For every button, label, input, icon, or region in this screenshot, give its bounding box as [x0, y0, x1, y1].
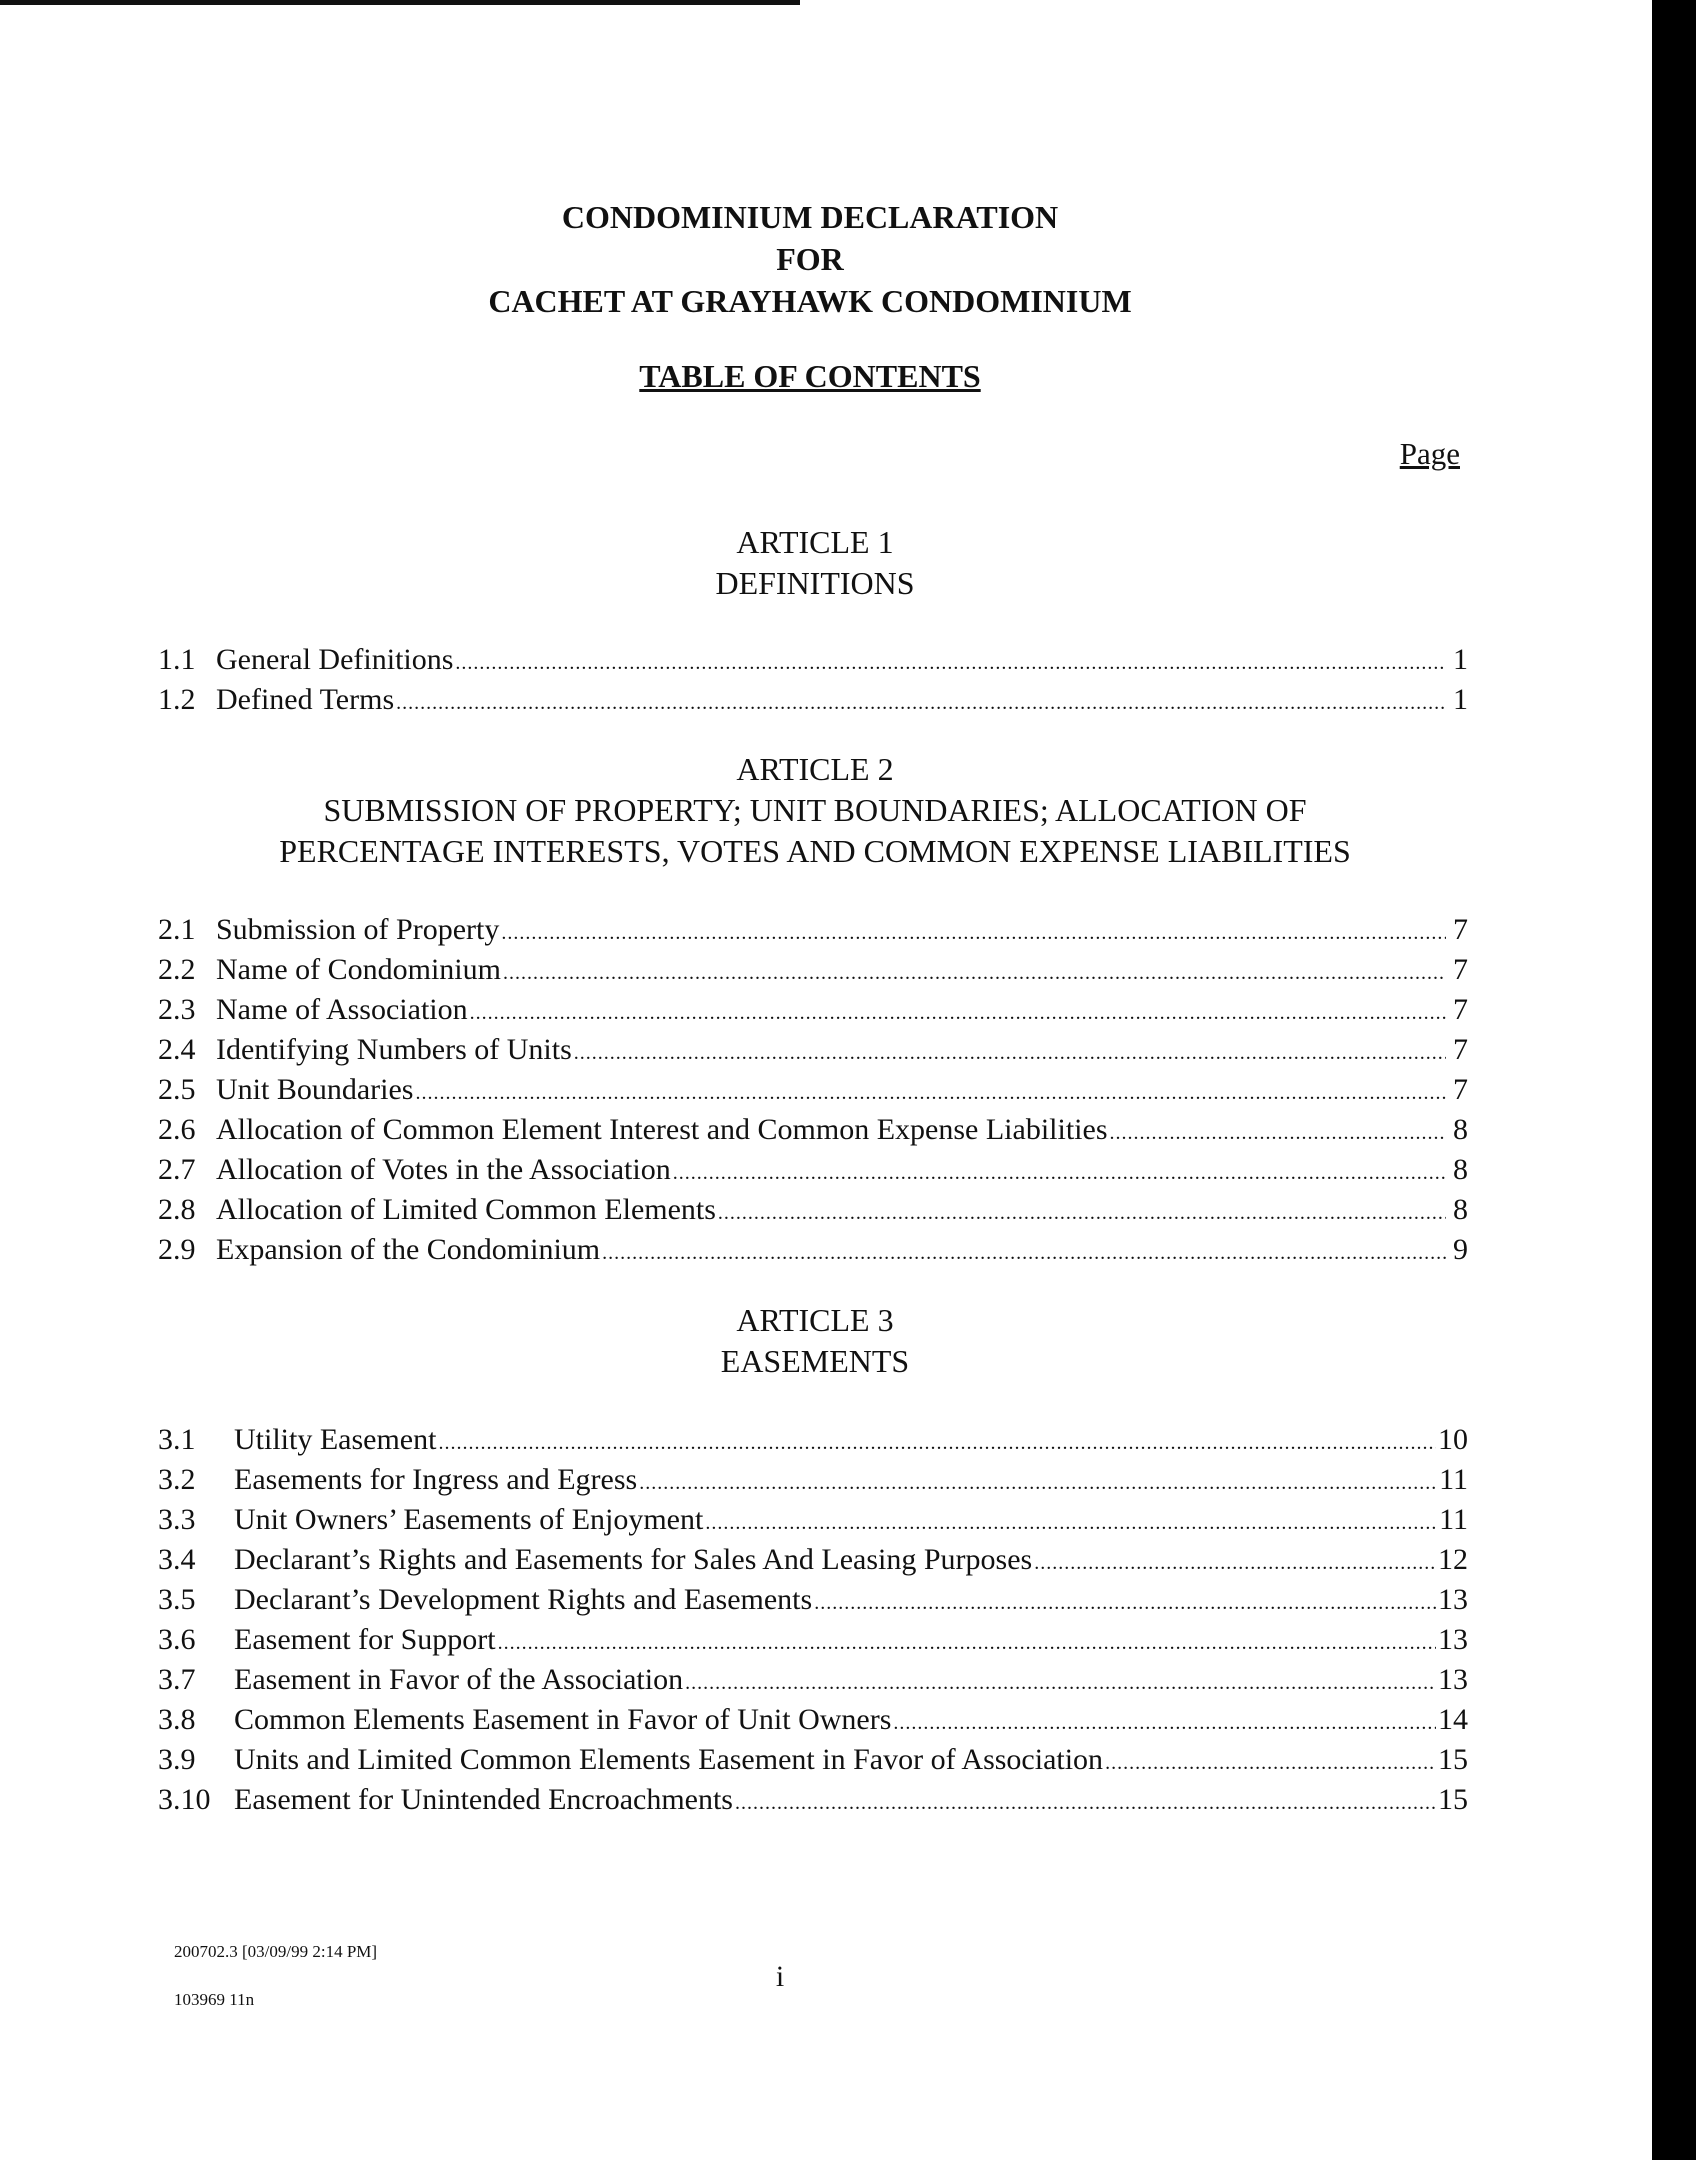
toc-entry-title: Units and Limited Common Elements Easement in Favor of Association	[234, 1743, 1104, 1776]
toc-entry-title: Identifying Numbers of Units	[216, 1033, 572, 1066]
toc-entry-page: 8	[1453, 1193, 1468, 1226]
toc-entry-title: Name of Condominium	[216, 953, 501, 986]
dot-leader	[503, 953, 1446, 993]
toc-entry[interactable]	[158, 1030, 1468, 1070]
title-line-1: CONDOMINIUM DECLARATION	[561, 199, 1059, 235]
toc-entry-page: 7	[1453, 1073, 1468, 1106]
toc-entry-page: 1	[1453, 683, 1468, 716]
toc-entry-number: 1.2	[158, 683, 196, 716]
dot-leader	[574, 1033, 1446, 1073]
toc-entry[interactable]	[158, 910, 1468, 950]
article-title-line-2: PERCENTAGE INTERESTS, VOTES AND COMMON EXPENSE LIABILITIES	[279, 833, 1351, 869]
dot-leader	[639, 1463, 1437, 1503]
dot-leader	[718, 1193, 1446, 1233]
dot-leader	[498, 1623, 1436, 1663]
toc-entry-title: Allocation of Votes in the Association	[216, 1153, 671, 1186]
title-line-2: FOR	[776, 241, 844, 277]
toc-entry-title: Allocation of Common Element Interest and Common Expense Liabilities	[216, 1113, 1108, 1146]
toc-entry-page: 1	[1453, 643, 1468, 676]
toc-entry[interactable]	[158, 950, 1468, 990]
toc-entry-number: 2.1	[158, 913, 196, 946]
dot-leader	[1110, 1113, 1447, 1153]
dot-leader	[814, 1583, 1436, 1623]
toc-entry-title: Declarant’s Development Rights and Easements	[234, 1583, 813, 1616]
toc-entry-number: 1.1	[158, 643, 196, 676]
scan-right-edge-border	[1652, 0, 1696, 2160]
toc-entry[interactable]	[158, 640, 1468, 680]
file-code: 103969 11n	[174, 1990, 255, 2009]
toc-entry[interactable]	[158, 680, 1468, 720]
article-2-heading	[180, 749, 1450, 872]
toc-entry-page: 13	[1438, 1663, 1468, 1696]
title-line-3: CACHET AT GRAYHAWK CONDOMINIUM	[488, 283, 1132, 319]
toc-entry-page: 10	[1438, 1423, 1468, 1456]
toc-entry[interactable]	[158, 1700, 1468, 1740]
dot-leader	[455, 643, 1446, 683]
toc-entry-title: Declarant’s Rights and Easements for Sales And Leasing Purposes	[234, 1543, 1033, 1576]
toc-entry-page: 7	[1453, 953, 1468, 986]
toc-entry-page: 15	[1438, 1743, 1468, 1776]
toc-entry-number: 2.4	[158, 1033, 196, 1066]
toc-entry-page: 13	[1438, 1623, 1468, 1656]
article-label: ARTICLE 2	[736, 751, 894, 787]
toc-entry-number: 3.9	[158, 1743, 196, 1776]
toc-entry-number: 2.7	[158, 1153, 196, 1186]
toc-entry-number: 2.8	[158, 1193, 196, 1226]
toc-entry-number: 3.8	[158, 1703, 196, 1736]
toc-entry-number: 3.7	[158, 1663, 196, 1696]
toc-entry[interactable]	[158, 1110, 1468, 1150]
toc-entry-number: 3.3	[158, 1503, 196, 1536]
toc-entry-number: 2.2	[158, 953, 196, 986]
toc-entry-page: 8	[1453, 1113, 1468, 1146]
toc-entry-page: 14	[1438, 1703, 1468, 1736]
toc-entry-number: 2.3	[158, 993, 196, 1026]
toc-entry-page: 7	[1453, 913, 1468, 946]
toc-entry-title: Defined Terms	[216, 683, 395, 716]
toc-entry[interactable]	[158, 1780, 1468, 1820]
toc-entry[interactable]	[158, 1540, 1468, 1580]
toc-entry-title: Easement in Favor of the Association	[234, 1663, 684, 1696]
article-3-heading	[180, 1300, 1450, 1382]
dot-leader	[705, 1503, 1437, 1543]
scan-top-edge-line	[0, 0, 800, 5]
toc-heading: TABLE OF CONTENTS	[639, 358, 981, 394]
toc-entry-page: 7	[1453, 993, 1468, 1026]
toc-entry-title: Name of Association	[216, 993, 468, 1026]
dot-leader	[673, 1153, 1446, 1193]
article-title: DEFINITIONS	[715, 565, 915, 601]
toc-entry-page: 7	[1453, 1033, 1468, 1066]
toc-entry-number: 3.10	[158, 1783, 211, 1816]
toc-entry[interactable]	[158, 1660, 1468, 1700]
toc-entry-title: Submission of Property	[216, 913, 500, 946]
dot-leader	[470, 993, 1446, 1033]
document-code: 200702.3 [03/09/99 2:14 PM]	[174, 1942, 378, 1961]
dot-leader	[396, 683, 1446, 723]
article-2-entries	[158, 910, 1468, 1270]
article-label: ARTICLE 3	[736, 1302, 894, 1338]
toc-entry[interactable]	[158, 1460, 1468, 1500]
page-column-label: Page	[1399, 436, 1460, 471]
toc-entry-title: Easement for Support	[234, 1623, 496, 1656]
toc-entry-page: 13	[1438, 1583, 1468, 1616]
toc-entry-title: Unit Owners’ Easements of Enjoyment	[234, 1503, 704, 1536]
toc-entry-title: Easement for Unintended Encroachments	[234, 1783, 733, 1816]
toc-entry-title: Allocation of Limited Common Elements	[216, 1193, 716, 1226]
toc-entry-title: Unit Boundaries	[216, 1073, 414, 1106]
toc-entry[interactable]	[158, 1150, 1468, 1190]
toc-entry[interactable]	[158, 1500, 1468, 1540]
dot-leader	[415, 1073, 1446, 1113]
toc-entry[interactable]	[158, 1230, 1468, 1270]
toc-entry-number: 2.9	[158, 1233, 196, 1266]
toc-entry[interactable]	[158, 1420, 1468, 1460]
dot-leader	[893, 1703, 1436, 1743]
toc-entry-title: Easements for Ingress and Egress	[234, 1463, 638, 1496]
toc-entry-number: 3.6	[158, 1623, 196, 1656]
toc-entry-number: 2.6	[158, 1113, 196, 1146]
toc-entry-page: 11	[1439, 1503, 1468, 1536]
toc-entry-page: 8	[1453, 1153, 1468, 1186]
toc-entry-page: 9	[1453, 1233, 1468, 1266]
document-title	[340, 196, 1280, 322]
toc-entry[interactable]	[158, 1580, 1468, 1620]
toc-entry[interactable]	[158, 1620, 1468, 1660]
toc-entry-title: Utility Easement	[234, 1423, 437, 1456]
article-title-line-1: SUBMISSION OF PROPERTY; UNIT BOUNDARIES; ALLOCATION OF	[323, 792, 1307, 828]
dot-leader	[438, 1423, 1436, 1463]
toc-entry-number: 3.1	[158, 1423, 196, 1456]
toc-entry[interactable]	[158, 1070, 1468, 1110]
article-title: EASEMENTS	[720, 1343, 910, 1379]
dot-leader	[602, 1233, 1446, 1273]
toc-entry-page: 11	[1439, 1463, 1468, 1496]
dot-leader	[501, 913, 1446, 953]
article-3-entries	[158, 1420, 1468, 1820]
toc-entry-title: General Definitions	[216, 643, 454, 676]
dot-leader	[735, 1783, 1436, 1823]
toc-entry-number: 3.5	[158, 1583, 196, 1616]
article-1-entries	[158, 640, 1468, 720]
page-number: i	[775, 1960, 785, 1993]
dot-leader	[685, 1663, 1436, 1703]
toc-entry-number: 2.5	[158, 1073, 196, 1106]
toc-entry-number: 3.4	[158, 1543, 196, 1576]
toc-entry[interactable]	[158, 1190, 1468, 1230]
dot-leader	[1105, 1743, 1436, 1783]
toc-entry-title: Common Elements Easement in Favor of Unit Owners	[234, 1703, 892, 1736]
article-label: ARTICLE 1	[736, 524, 894, 560]
toc-entry[interactable]	[158, 990, 1468, 1030]
toc-entry[interactable]	[158, 1740, 1468, 1780]
toc-entry-page: 12	[1438, 1543, 1468, 1576]
article-1-heading	[180, 522, 1450, 604]
toc-entry-page: 15	[1438, 1783, 1468, 1816]
toc-entry-title: Expansion of the Condominium	[216, 1233, 601, 1266]
dot-leader	[1034, 1543, 1436, 1583]
toc-entry-number: 3.2	[158, 1463, 196, 1496]
